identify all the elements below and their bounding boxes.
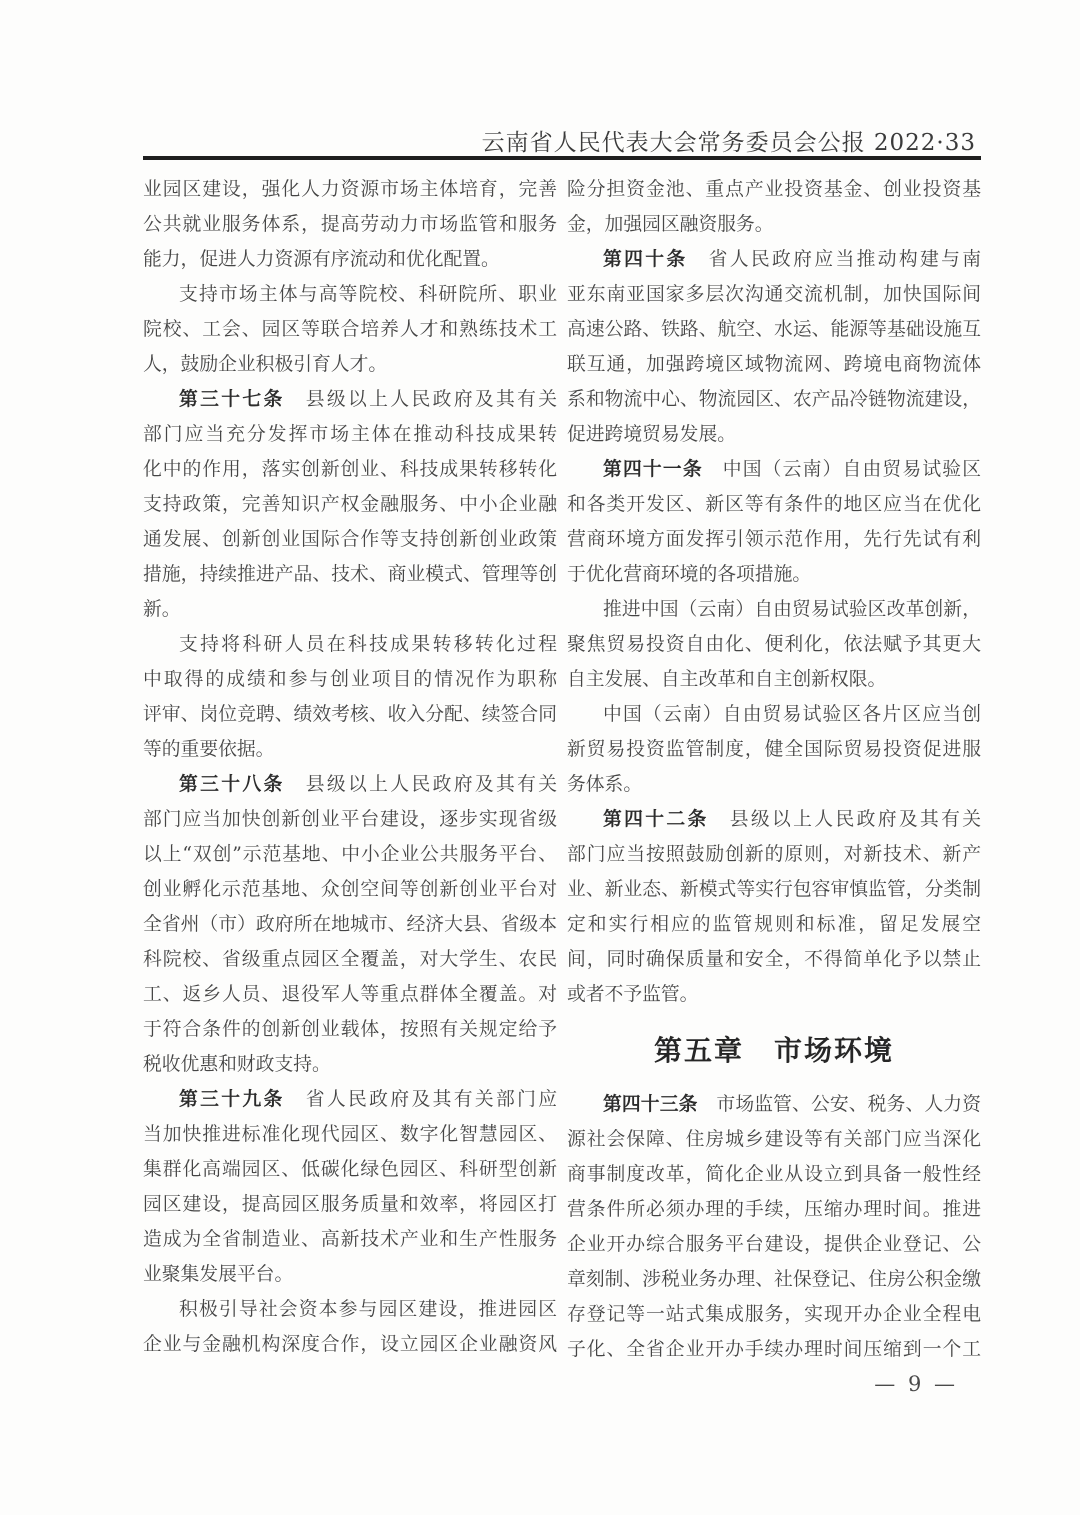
text-line: 促进跨境贸易发展。 bbox=[567, 424, 737, 445]
text-line: 业聚集发展平台。 bbox=[143, 1264, 294, 1285]
article-number: 第四十三条 bbox=[603, 1093, 698, 1115]
text-line: 部门应当充分发挥市场主体在推动科技成果转 bbox=[143, 424, 557, 445]
text-line: 中国（云南）自由贸易试验区各片区应当创 bbox=[603, 704, 981, 725]
left-column bbox=[143, 172, 557, 1367]
text-line: 间，同时确保质量和安全，不得简单化予以禁止 bbox=[567, 949, 981, 970]
text-line: 园区建设，提高园区服务质量和效率，将园区打 bbox=[143, 1194, 557, 1215]
text-line: 企业与金融机构深度合作，设立园区企业融资风 bbox=[143, 1334, 557, 1355]
text-line: 自主发展、自主改革和自主创新权限。 bbox=[567, 669, 887, 690]
text-line: 科院校、省级重点园区全覆盖，对大学生、农民 bbox=[143, 949, 557, 970]
text-line: 化中的作用，落实创新创业、科技成果转移转化 bbox=[143, 459, 557, 480]
text-line: 商事制度改革，简化企业从设立到具备一般性经 bbox=[567, 1164, 981, 1185]
text-line: 和各类开发区、新区等有条件的地区应当在优化 bbox=[567, 494, 981, 515]
text-line: 第四十二条 县级以上人民政府及其有关 bbox=[603, 808, 982, 830]
text-line: 推进中国（云南）自由贸易试验区改革创新， bbox=[603, 599, 981, 620]
text-line: 险分担资金池、重点产业投资基金、创业投资基 bbox=[567, 179, 981, 200]
text-line: 部门应当按照鼓励创新的原则，对新技术、新产 bbox=[567, 844, 981, 865]
text-line: 第四十三条 市场监管、公安、税务、人力资 bbox=[603, 1093, 981, 1115]
text-line: 创业孵化示范基地、众创空间等创新创业平台对 bbox=[143, 879, 557, 900]
text-line: 系和物流中心、物流园区、农产品冷链物流建设， bbox=[567, 389, 981, 410]
article-number: 第三十七条 bbox=[179, 388, 285, 410]
text-line: 当加快推进标准化现代园区、数字化智慧园区、 bbox=[143, 1124, 557, 1145]
text-line: 能力，促进人力资源有序流动和优化配置。 bbox=[143, 249, 500, 270]
text-line: 税收优惠和财政支持。 bbox=[143, 1054, 331, 1075]
text-line: 支持政策，完善知识产权金融服务、中小企业融 bbox=[143, 494, 557, 515]
chapter-heading: 第五章 市场环境 bbox=[653, 1034, 894, 1067]
text-line: 中取得的成绩和参与创业项目的情况作为职称 bbox=[143, 669, 557, 690]
article-number: 第四十一条 bbox=[603, 458, 703, 480]
article-number: 第四十二条 bbox=[603, 808, 709, 830]
text-line: 定和实行相应的监管规则和标准，留足发展空 bbox=[567, 914, 981, 935]
text-line: 积极引导社会资本参与园区建设，推进园区 bbox=[179, 1299, 557, 1320]
text-line: 金，加强园区融资服务。 bbox=[567, 214, 774, 235]
text-line: 子化、全省企业开办手续办理时间压缩到一个工 bbox=[567, 1339, 981, 1360]
text-line: 存登记等一站式集成服务，实现开办企业全程电 bbox=[567, 1304, 981, 1325]
text-line: 造成为全省制造业、高新技术产业和生产性服务 bbox=[143, 1229, 557, 1250]
text-line: 高速公路、铁路、航空、水运、能源等基础设施互 bbox=[567, 319, 981, 340]
text-line: 措施，持续推进产品、技术、商业模式、管理等创 bbox=[143, 564, 557, 585]
text-line: 务体系。 bbox=[567, 774, 643, 795]
text-line: 支持市场主体与高等院校、科研院所、职业 bbox=[179, 284, 557, 305]
body-text bbox=[143, 172, 981, 1367]
text-line: 评审、岗位竞聘、绩效考核、收入分配、续签合同 bbox=[143, 704, 557, 725]
page-number: — 9 — bbox=[874, 1372, 958, 1396]
text-line: 业园区建设，强化人力资源市场主体培育，完善 bbox=[143, 179, 557, 200]
text-line: 第四十一条 中国（云南）自由贸易试验区 bbox=[603, 458, 982, 480]
text-line: 以上“双创”示范基地、中小企业公共服务平台、 bbox=[143, 844, 557, 865]
article-number: 第四十条 bbox=[603, 248, 688, 270]
text-line: 亚东南亚国家多层次沟通交流机制，加快国际间 bbox=[567, 284, 981, 305]
text-line: 企业开办综合服务平台建设，提供企业登记、公 bbox=[567, 1234, 981, 1255]
text-line: 等的重要依据。 bbox=[143, 739, 275, 760]
text-line: 第四十条 省人民政府应当推动构建与南 bbox=[603, 248, 982, 270]
text-line: 新贸易投资监管制度，健全国际贸易投资促进服 bbox=[567, 739, 981, 760]
text-line: 部门应当加快创新创业平台建设，逐步实现省级 bbox=[143, 809, 557, 830]
text-line: 于优化营商环境的各项措施。 bbox=[567, 564, 812, 585]
right-column bbox=[567, 172, 981, 1367]
text-line: 营条件所必须办理的手续，压缩办理时间。推进 bbox=[567, 1199, 981, 1220]
text-line: 业、新业态、新模式等实行包容审慎监管，分类制 bbox=[567, 879, 981, 900]
article-number: 第三十九条 bbox=[179, 1088, 285, 1110]
text-line: 工、返乡人员、退役军人等重点群体全覆盖。对 bbox=[143, 984, 557, 1005]
header-divider bbox=[143, 156, 981, 160]
text-line: 聚焦贸易投资自由化、便利化，依法赋予其更大 bbox=[567, 634, 981, 655]
text-line: 联互通，加强跨境区域物流网、跨境电商物流体 bbox=[567, 354, 981, 375]
text-line: 集群化高端园区、低碳化绿色园区、科研型创新 bbox=[143, 1159, 557, 1180]
text-line: 全省州（市）政府所在地城市、经济大县、省级本 bbox=[143, 914, 557, 935]
article-number: 第三十八条 bbox=[179, 773, 285, 795]
text-line: 人，鼓励企业积极引育人才。 bbox=[143, 354, 388, 375]
header-title: 云南省人民代表大会常务委员会公报 2022·33 bbox=[481, 130, 976, 156]
text-line: 章刻制、涉税业务办理、社保登记、住房公积金缴 bbox=[567, 1269, 981, 1290]
text-line: 支持将科研人员在科技成果转移转化过程 bbox=[179, 634, 557, 655]
text-line: 第三十七条 县级以上人民政府及其有关 bbox=[179, 388, 558, 410]
text-line: 第三十九条 省人民政府及其有关部门应 bbox=[179, 1088, 558, 1110]
text-line: 源社会保障、住房城乡建设等有关部门应当深化 bbox=[567, 1129, 981, 1150]
text-line: 于符合条件的创新创业载体，按照有关规定给予 bbox=[143, 1019, 557, 1040]
text-line: 第三十八条 县级以上人民政府及其有关 bbox=[179, 773, 558, 795]
text-line: 或者不予监管。 bbox=[567, 984, 699, 1005]
text-line: 营商环境方面发挥引领示范作用，先行先试有利 bbox=[567, 529, 981, 550]
text-line: 通发展、创新创业国际合作等支持创新创业政策 bbox=[143, 529, 557, 550]
text-line: 公共就业服务体系，提高劳动力市场监管和服务 bbox=[143, 214, 557, 235]
text-line: 院校、工会、园区等联合培养人才和熟练技术工 bbox=[143, 319, 557, 340]
text-line: 新。 bbox=[143, 599, 181, 620]
